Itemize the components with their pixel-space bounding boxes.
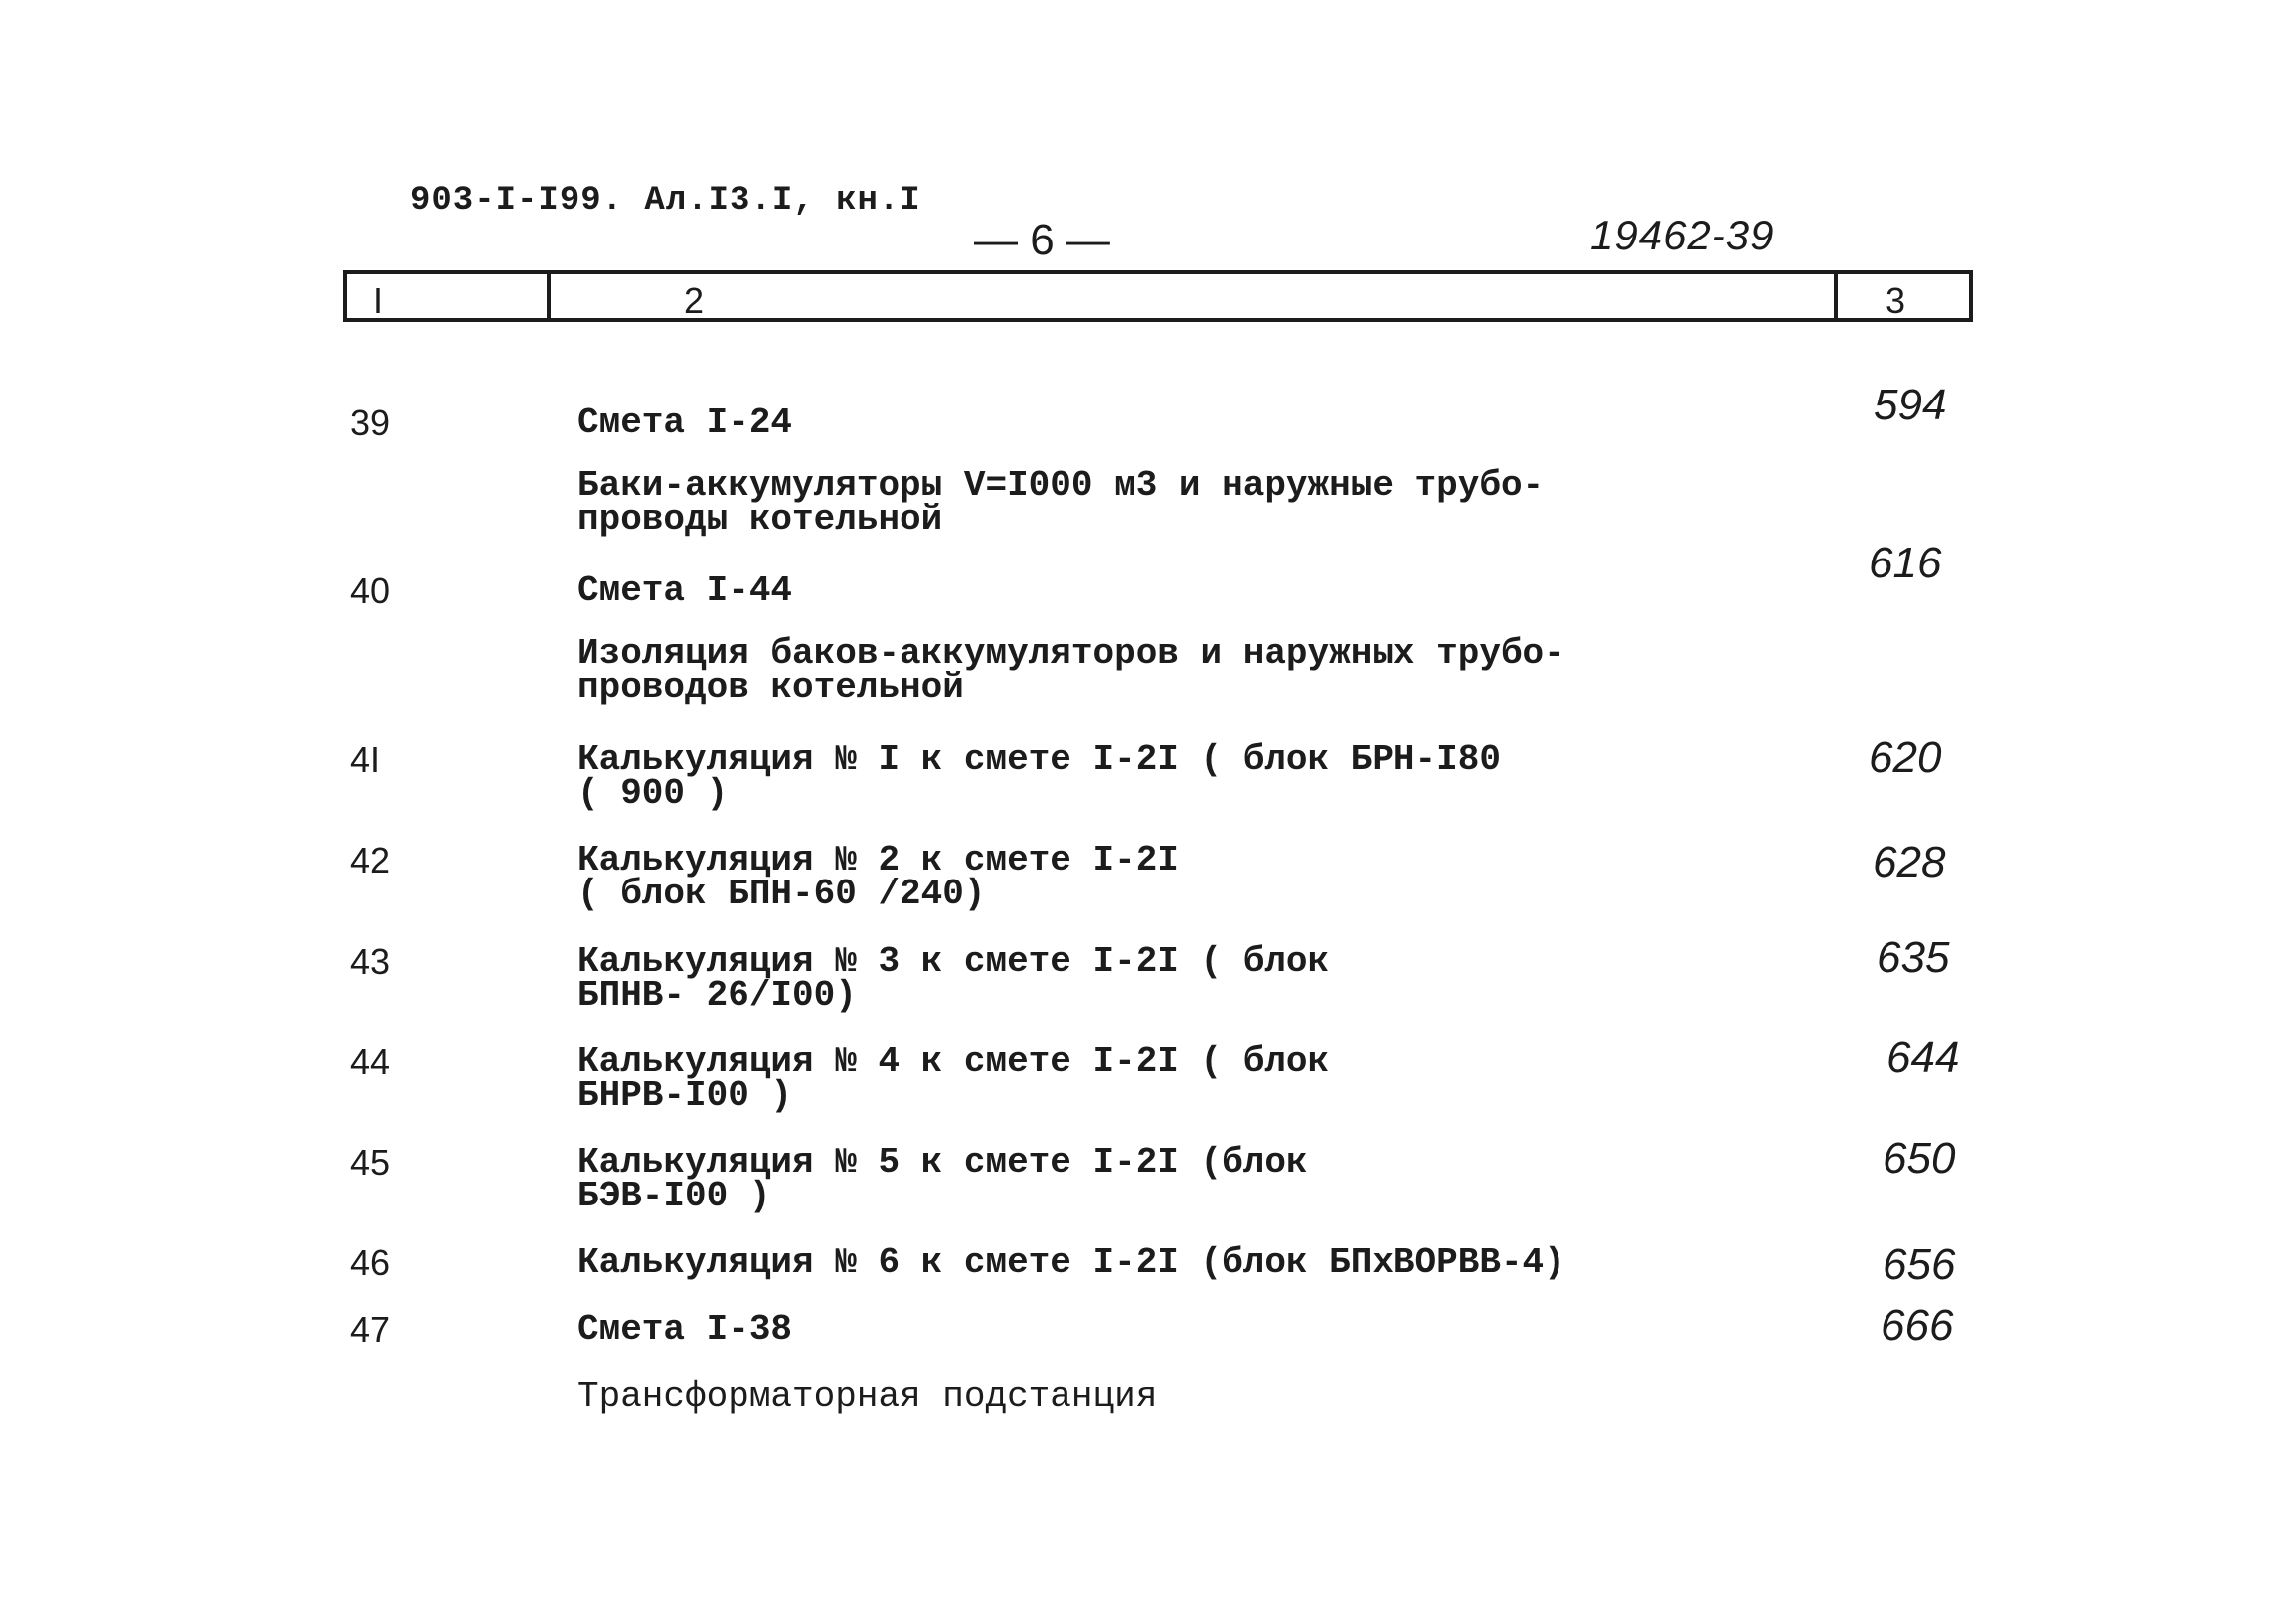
row-number: 40 [350,570,391,611]
row-number: 4I [350,739,381,780]
row-text-line: проводы котельной [577,499,943,540]
row-text-line: ( 900 ) [577,773,729,814]
row-page: 616 [1869,539,1942,587]
row-text-line: Калькуляция № 3 к смете I-2I ( блок [577,941,1330,982]
row-text-line: Калькуляция № 6 к смете I-2I (блок БПхВОРВВ-4) [577,1242,1565,1283]
row-page: 666 [1881,1301,1954,1350]
row-text-line: Смета I-44 [577,570,793,611]
row-number: 45 [350,1142,391,1183]
column-header-2: 2 [551,274,1838,318]
archive-number: 19462-39 [1590,212,1775,258]
page-number: — 6 — [974,216,1110,264]
row-text-line: ( блок БПН-60 /240) [577,874,986,914]
row-number: 42 [350,840,391,880]
row-text-line: БЭВ-I00 ) [577,1176,771,1216]
document-code: 903-I-I99. Ал.I3.I, кн.I [410,182,921,220]
column-header-3: 3 [1886,280,1906,321]
row-page: 650 [1883,1134,1956,1183]
row-text-line: БНРВ-I00 ) [577,1075,793,1116]
row-text-line: Смета I-24 [577,402,793,443]
row-text-line: Калькуляция № 2 к смете I-2I [577,840,1179,880]
row-number: 44 [350,1041,391,1082]
row-page: 628 [1873,838,1946,886]
column-header-1: I [347,274,551,318]
row-number: 39 [350,402,391,443]
row-text-line: Калькуляция № 4 к смете I-2I ( блок [577,1041,1330,1082]
row-page: 644 [1886,1034,1960,1082]
row-text-line: Калькуляция № I к смете I-2I ( блок БРН-I80 [577,739,1501,780]
column-header-row [343,270,1973,322]
row-number: 46 [350,1242,391,1283]
row-text-line: Смета I-38 [577,1309,793,1350]
row-page: 594 [1874,381,1947,429]
row-text-line: Трансформаторная подстанция [577,1376,1158,1417]
row-number: 47 [350,1309,391,1350]
row-page: 635 [1877,933,1950,982]
row-text-line: Баки-аккумуляторы V=I000 м3 и наружные трубо- [577,465,1545,506]
row-text-line: БПНВ- 26/I00) [577,975,857,1016]
row-text-line: Изоляция баков-аккумуляторов и наружных трубо- [577,633,1565,674]
row-text-line: Калькуляция № 5 к смете I-2I (блок [577,1142,1308,1183]
row-number: 43 [350,941,391,982]
row-text-line: проводов котельной [577,667,964,708]
row-page: 620 [1869,733,1942,782]
row-page: 656 [1883,1240,1956,1289]
